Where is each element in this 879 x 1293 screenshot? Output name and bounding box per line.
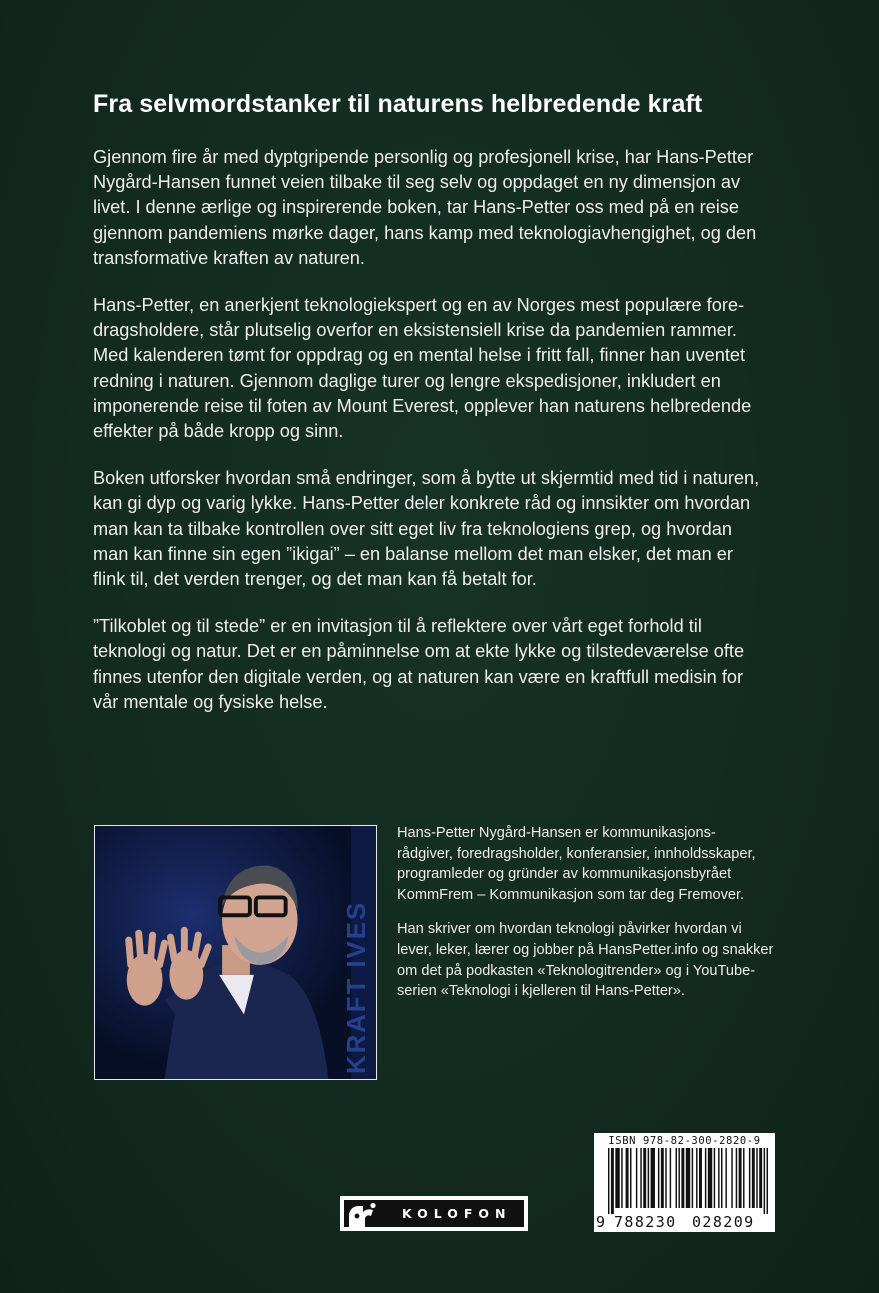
barcode-bar [621,1148,622,1208]
barcode-bar [651,1148,655,1208]
ean-digits [594,1213,775,1231]
barcode-bar [725,1148,726,1208]
barcode-bar [764,1148,765,1214]
barcode-bar [714,1148,715,1208]
barcode-bar [630,1148,631,1208]
barcode-bar [692,1148,693,1208]
barcode-bar [648,1148,649,1208]
isbn-label: ISBN 978-82-300-2820-9 [608,1135,761,1147]
barcode-bar [696,1148,697,1208]
blurb-paragraph-3: Boken utforsker hvordan små endringer, som å bytte ut skjermtid med tid i naturen, kan gi dyp og varig lykke. Hans-Petter deler konkrete råd og innsikter om hvordan man kan ta tilbake kontrollen over sitt eget liv fra teknologiens grep, og hvordan man kan finne sin egen ”ikigai” – en balanse mellom det man elsker, det man er flink til, det verden trenger, og det man kan få betalt for. [93,468,760,590]
barcode-bar [670,1148,671,1208]
barcode-bar [608,1148,609,1214]
barcode-bar [752,1148,755,1208]
isbn-barcode [594,1133,775,1232]
barcode-bar [705,1148,706,1208]
publisher-mark-icon [347,1202,377,1229]
barcode-bar [676,1148,677,1208]
cover-heading: Fra selvmordstanker til naturens helbredende kraft [93,90,703,118]
barcode-bar [759,1148,762,1208]
blurb-paragraph-4: ”Tilkoblet og til stede” er en invitasjon til å reflektere over vårt eget forhold til teknologi og natur. Det er en påminnelse om at ekte lykke og tilstedeværelse ofte finnes utenfor den digitale verden, og at naturen kan være en kraftfull medisin for vår mentale og fysiske helse. [93,616,745,712]
barcode-bar [658,1148,659,1208]
barcode-bar [756,1148,757,1208]
author-photo [94,825,377,1080]
barcode-bar [615,1148,619,1208]
ean-left-group: 788230 [614,1213,677,1231]
barcode-bar [626,1148,629,1208]
barcode-bar [708,1148,712,1208]
barcode-bar [665,1148,666,1208]
bio-paragraph-2: Han skriver om hvordan teknologi påvirker hvordan vi lever, leker, lærer og jobber på HansPetter.info og snakker om det på podkasten «Teknologitrender» og i YouTube- serien «Teknologi i kjelleren til Hans-Petter». [397,921,774,1000]
bio-paragraph-1: Hans-Petter Nygård-Hansen er kommunikasjons- rådgiver, foredragsholder, konferansier, innholdsskaper, programleder og gründer av kommunikasjonsbyrået KommFrem – Kommunikasjon som tar deg Fremover. [397,825,756,903]
barcode-bar [661,1148,664,1208]
barcode-bar [749,1148,750,1208]
barcode-bar [640,1148,641,1208]
barcode-bar [636,1148,637,1208]
barcode-bar [611,1148,614,1214]
barcode-bar [678,1148,679,1208]
barcode-bar [767,1148,768,1214]
blurb [93,145,795,737]
barcode-bar [681,1148,684,1208]
barcode-bar [699,1148,702,1208]
barcode-bars [608,1148,768,1214]
publisher-logo-box [344,1200,524,1227]
barcode-bar [739,1148,742,1208]
barcode-bar [731,1148,732,1208]
blurb-paragraph-1: Gjennom fire år med dyptgripende personlig og profesjonell krise, har Hans-Petter Nygård-Hansen funnet veien tilbake til seg selv og oppdaget en ny dimensjon av livet. I denne ærlige og inspirerende boken, tar Hans-Petter oss med på en reise gjennom pandemiens mørke dager, hans kamp med teknologiavhengighet, og den transformative kraften av naturen. [93,147,757,268]
publisher-name: KOLOFON [402,1206,512,1221]
ean-right-group: 028209 [692,1213,755,1231]
photo-background-text: KRAFT IVES [343,900,372,1075]
barcode-bar [736,1148,737,1208]
ean-first-digit: 9 [596,1213,606,1231]
blurb-paragraph-2: Hans-Petter, en anerkjent teknologiekspert og en av Norges mest populære fore- dragsholdere, står plutselig overfor en eksistensiell krise da pandemien rammer. Med kalenderen tømt for oppdrag og en mental helse i fritt fall, finner han uventet redning i naturen. Gjennom daglige turer og lengre ekspedisjoner, inkludert en imponerende reise til foten av Mount Everest, opplever han naturens helbredende effekter på både kropp og sinn. [93,295,752,442]
author-bio [397,823,787,1016]
barcode-bar [718,1148,719,1208]
barcode-bar [686,1148,690,1208]
publisher-logo [340,1196,528,1231]
barcode-bar [721,1148,722,1208]
barcode-bar [743,1148,744,1208]
barcode-bar [643,1148,646,1208]
